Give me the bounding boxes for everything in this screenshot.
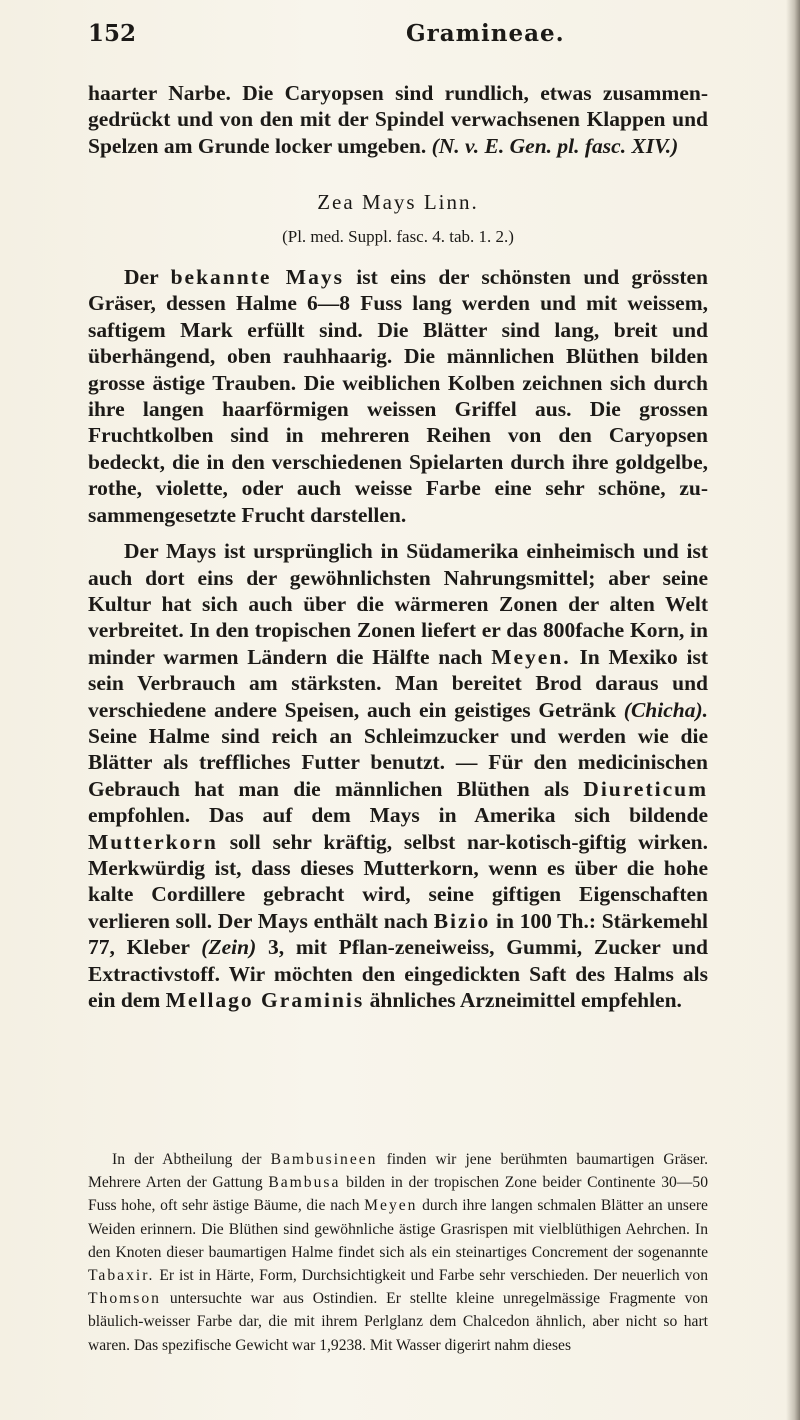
italic-term: (Chicha). [623,697,708,722]
text-run: in 100 Th.: Stärkemehl 77, Kleber [88,908,709,960]
page-spine-shadow [786,0,800,1420]
emphasis-term: Diureticum [583,776,708,801]
text-run: durch ihre langen schmalen Blätter an unsere Weiden erinnern. Die Blüthen sind gewöhnliche ästige Grasrispen mit vielblüthigen Aehrchen. In den Knoten dieser baumartigen Halme findet sich als ein steinartiges Concrement der sogenannte [88,1197,708,1261]
text-run: empfohlen. Das auf dem Mays in Amerika sich bildende [88,803,708,828]
emphasis-term: Bambusa [268,1174,341,1192]
text-run: Seine Halme sind reich an Schleimzucker und werden wie die Blätter als treffliches Futter benutzt. — Für den medicinischen Gebrauch hat man die männlichen Blüthen als [88,723,708,801]
text-run: finden wir jene berühmten baumartigen Gräser. Mehrere Arten der Gattung [88,1151,709,1192]
paragraph-gap [88,528,708,538]
emphasis-term: Mellago Graminis [165,988,365,1012]
paragraph-bambusineen [88,1148,708,1357]
paragraph-description [88,264,708,528]
running-head: Gramineae. [406,20,565,47]
intro-paragraph [88,80,708,159]
emphasis-term: Tabaxir. [88,1267,155,1285]
author-name: Meyen. [491,644,571,669]
text-run: Der Mays ist ursprünglich in Südamerika einheimisch und ist auch dort eins der gewöhnlichsten Nahrungsmittel; aber seine Kultur hat sich auch über die wärmeren Zonen der alten Welt verbreitet. In den tropischen Zonen liefert er das 800fache Korn, in minder warmen Ländern die Hälfte nach [88,539,708,669]
text-run: Der [124,265,159,290]
author-name: Meyen [364,1197,418,1215]
text-run: ähnliches Arzneimittel empfehlen. [369,988,682,1012]
intro-reference: (N. v. E. Gen. pl. fasc. XIV.) [431,133,679,158]
section-title: Zea Mays Linn. [317,190,479,215]
text-run: Er ist in Härte, Form, Durchsichtigkeit und Farbe sehr verschieden. Der neuerlich von [159,1267,709,1285]
emphasis-term: bekannte Mays [170,265,344,290]
page-header [88,20,708,60]
emphasis-term: Mutterkorn [88,829,218,854]
section-citation: (Pl. med. Suppl. fasc. 4. tab. 1. 2.) [282,226,514,246]
text-run: In Mexiko ist sein Verbrauch am stärksten. Man bereitet Brod daraus und verschiedene andere Speisen, auch ein geistiges Getränk [88,644,709,722]
text-run: ist eins der schönsten und grössten Gräser, dessen Halme 6—8 Fuss lang werden und mit weissem, saftigem Mark erfüllt sind. Die Blätter sind lang, breit und überhängend, oben rauhhaarig. Die männlichen Blüthen bilden grosse ästige Trauben. Die weiblichen Kolben zeichnen sich durch ihre langen haarförmigen weissen Griffel aus. Die grossen Fruchtkolben sind in mehreren Reihen von den Caryopsen bedeckt, die in den verschiedenen Spielarten durch ihre goldgelbe, rothe, violette, oder auch weisse Farbe eine sehr schöne, zu-sammengesetzte Frucht darstellen. [88,265,708,527]
main-text [88,80,708,1013]
emphasis-term: Bambusineen [270,1151,378,1168]
small-print-paragraph [88,1148,708,1357]
italic-term: (Zein) [201,935,257,960]
author-name: Thomson [88,1290,161,1308]
text-run: 3, mit Pflan-zeneiweiss, Gummi, Zucker und Extractivstoff. Wir möchten den eingedickten Saft des Halms als ein dem [88,935,709,1012]
text-run: In der Abtheilung der [112,1151,262,1168]
author-name: Bizio [433,908,491,933]
intro-text: haarter Narbe. Die Caryopsen sind rundlich, etwas zusammen-gedrückt und von den mit der Spindel verwachsenen Klappen und Spelzen am Grunde locker umgeben. [88,81,708,158]
page-number: 152 [88,20,137,47]
text-run: untersuchte war aus Ostindien. Er stellte kleine unregelmässige Fragmente von bläulich-weisser Farbe dar, die mit ihrem Perlglanz dem Chalcedon ähnlich, aber nicht so hart waren. Das spezifische Gewicht war 1,9238. Mit Wasser digerirt nahm dieses [88,1290,708,1354]
text-run: soll sehr kräftig, selbst nar-kotisch-giftig wirken. Merkwürdig ist, dass dieses Mutterkorn, wenn es über die hohe kalte Cordillere gebracht wird, seine giftigen Eigenschaften verlieren soll. Der Mays enthält nach [88,829,708,933]
paragraph-usage [88,538,708,1013]
text-run: bilden in der tropischen Zone beider Continente 30—50 Fuss hohe, oft sehr ästige Bäume, die nach [88,1174,708,1215]
